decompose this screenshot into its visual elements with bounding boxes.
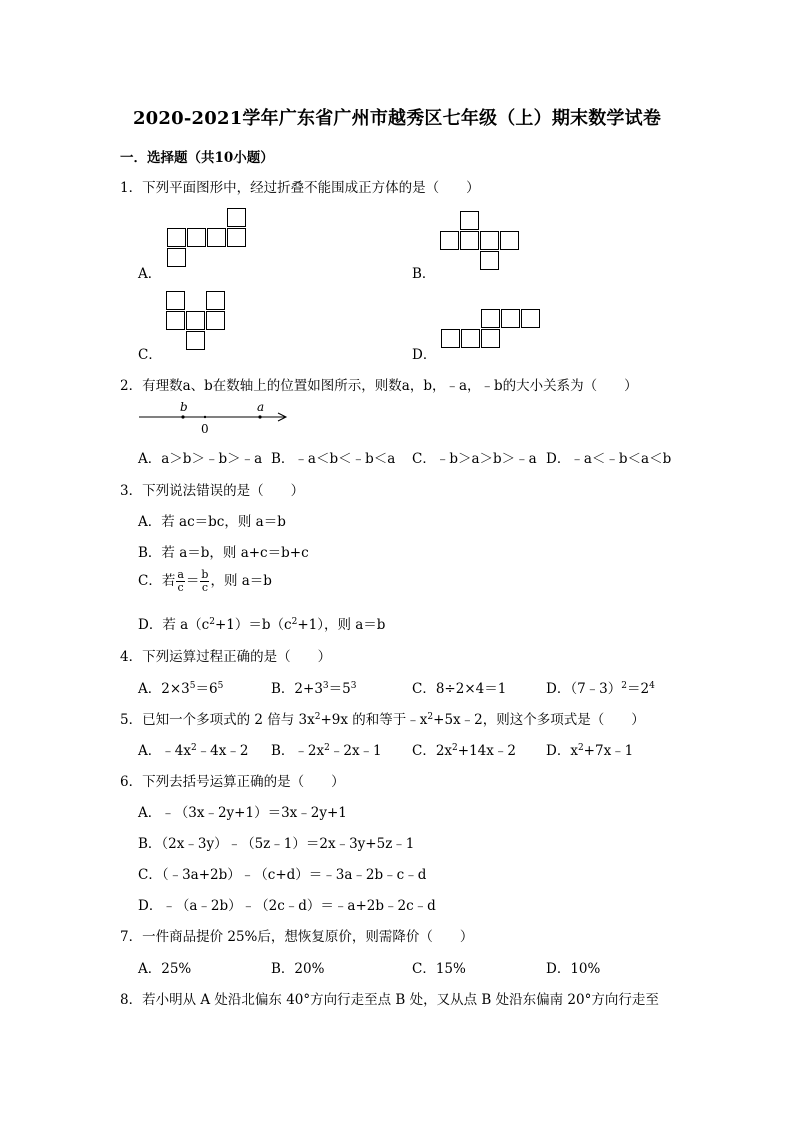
fraction-b-over-c — [200, 569, 209, 594]
text-part: B．﹣2x — [271, 743, 325, 759]
exponent: 3 — [350, 681, 357, 691]
axis-label-b: b — [180, 400, 188, 414]
q1-option-c-net — [166, 291, 226, 351]
text-part: ＝6 — [195, 681, 218, 697]
exponent: 2 — [621, 681, 627, 691]
text-part: ﹣2x﹣1 — [329, 743, 382, 759]
q1-option-d-label: D． — [412, 347, 437, 363]
point-b-marker — [181, 415, 184, 418]
text-part: +7x﹣1 — [583, 743, 634, 759]
net-square — [480, 231, 499, 250]
text-part: D．（7﹣3） — [546, 681, 622, 697]
fraction-numerator: b — [201, 568, 209, 581]
net-square — [500, 231, 519, 250]
text-part: A．2×3 — [138, 681, 190, 697]
exponent: 2 — [291, 617, 298, 627]
text-part: +1）＝b（c — [214, 617, 292, 633]
text-part: 5．已知一个多项式的 2 倍与 3x — [120, 712, 315, 728]
text-part: C．2x — [412, 743, 453, 759]
net-square — [187, 228, 206, 247]
net-square — [481, 309, 500, 328]
q6-option-c: C．（﹣3a+2b）﹣（c+d）＝﹣3a﹣2b﹣c﹣d — [138, 867, 427, 883]
q3-option-a: A．若 ac＝bc，则 a＝b — [138, 514, 286, 530]
origin-tick — [204, 416, 206, 418]
net-square — [206, 311, 225, 330]
q3-c-prefix: C．若 — [138, 573, 176, 589]
q3-option-b: B．若 a＝b，则 a+c＝b+c — [138, 545, 309, 561]
q3-option-c — [138, 569, 272, 594]
net-square — [227, 208, 246, 227]
q7-option-a: A．25% — [138, 961, 192, 977]
fraction-denominator: c — [201, 581, 209, 594]
q2-option-c: C．﹣b＞a＞b＞﹣a — [412, 451, 537, 467]
net-square — [501, 309, 520, 328]
q1-option-d-net — [441, 309, 541, 349]
exponent: 5 — [217, 681, 224, 691]
net-square — [440, 231, 459, 250]
net-square — [481, 329, 500, 348]
q4-option-d — [546, 677, 655, 697]
question-4-stem: 4．下列运算过程正确的是（ ） — [120, 649, 332, 665]
q1-option-a-label: A． — [138, 266, 162, 282]
q1-option-c-label: C． — [138, 347, 162, 363]
question-8-stem: 8．若小明从 A 处沿北偏东 40°方向行走至点 B 处，又从点 B 处沿东偏南 20°方向行走至 — [120, 992, 659, 1008]
q2-option-d: D．﹣a＜﹣b＜a＜b — [546, 451, 672, 467]
net-square — [521, 309, 540, 328]
net-square — [167, 228, 186, 247]
q1-option-b-label: B． — [412, 266, 436, 282]
page-title: 2020-2021学年广东省广州市越秀区七年级（上）期末数学试卷 — [132, 108, 662, 129]
q5-option-d — [546, 739, 633, 759]
q4-option-b — [271, 677, 356, 697]
text-part: B．2+3 — [271, 681, 323, 697]
question-6-stem: 6．下列去括号运算正确的是（ ） — [120, 774, 345, 790]
q7-option-c: C．15% — [412, 961, 466, 977]
net-square — [186, 331, 205, 350]
q7-option-b: B．20% — [271, 961, 325, 977]
q6-option-d: D．﹣（a﹣2b）﹣（2c﹣d）＝﹣a+2b﹣2c﹣d — [138, 898, 436, 914]
text-part: +14x﹣2 — [457, 743, 516, 759]
number-line-figure — [136, 396, 296, 438]
q7-option-d: D．10% — [546, 961, 601, 977]
net-square — [480, 251, 499, 270]
axis-label-a: a — [257, 400, 265, 414]
question-1-stem: 1．下列平面图形中，经过折叠不能围成正方体的是（ ） — [120, 180, 480, 196]
fraction-numerator: a — [177, 568, 184, 581]
text-part: A．﹣4x — [138, 743, 191, 759]
exponent: 2 — [427, 712, 434, 722]
net-square — [206, 291, 225, 310]
question-3-stem: 3．下列说法错误的是（ ） — [120, 483, 305, 499]
question-5-stem — [120, 708, 645, 728]
net-square — [207, 228, 226, 247]
text-part: +9x 的和等于﹣x — [320, 712, 428, 728]
exponent: 5 — [189, 681, 196, 691]
text-part: ﹣4x﹣2 — [196, 743, 249, 759]
net-square — [460, 231, 479, 250]
net-square — [460, 211, 479, 230]
net-square — [186, 311, 205, 330]
exponent: 2 — [209, 617, 215, 627]
text-part: D．若 a（c — [138, 617, 210, 633]
q2-option-b: B．﹣a＜b＜﹣b＜a — [271, 451, 396, 467]
exponent: 4 — [649, 681, 655, 691]
net-square — [166, 291, 185, 310]
q4-option-c: C．8÷2×4＝1 — [412, 681, 507, 697]
exponent: 2 — [190, 743, 197, 753]
net-square — [227, 228, 246, 247]
q4-option-a — [138, 677, 223, 697]
q5-option-b — [271, 739, 382, 759]
question-7-stem: 7．一件商品提价 25%后，想恢复原价，则需降价（ ） — [120, 929, 474, 945]
text-part: D．x — [546, 743, 578, 759]
exponent: 2 — [452, 743, 458, 753]
q3-c-equals: ＝ — [185, 573, 200, 589]
net-square — [441, 329, 460, 348]
q6-option-b: B．（2x﹣3y）﹣（5z﹣1）＝2x﹣3y+5z﹣1 — [138, 836, 415, 852]
q6-option-a: A．﹣（3x﹣2y+1）＝3x﹣2y+1 — [138, 805, 347, 821]
section-heading: 一．选择题（共10小题） — [120, 150, 274, 166]
fraction-a-over-c — [176, 569, 185, 594]
exponent: 2 — [324, 743, 330, 753]
exponent: 3 — [322, 681, 329, 691]
question-2-stem: 2．有理数a、b在数轴上的位置如图所示，则数a，b，﹣a，﹣b的大小关系为（ ） — [120, 378, 638, 394]
text-part: ＝5 — [328, 681, 351, 697]
text-part: +1），则 a＝b — [297, 617, 386, 633]
q3-c-suffix: ，则 a＝b — [210, 573, 272, 589]
q3-option-d — [138, 613, 385, 633]
net-square — [461, 329, 480, 348]
q2-option-a: A．a＞b＞﹣b＞﹣a — [138, 451, 263, 467]
axis-label-zero: 0 — [201, 422, 209, 436]
q1-option-a-net — [167, 208, 247, 268]
q5-option-a — [138, 739, 248, 759]
exponent: 2 — [314, 712, 321, 722]
text-part: +5x﹣2，则这个多项式是（ ） — [433, 712, 645, 728]
exponent: 2 — [577, 743, 584, 753]
text-part: ＝2 — [627, 681, 650, 697]
net-square — [166, 311, 185, 330]
net-square — [167, 248, 186, 267]
fraction-denominator: c — [177, 581, 184, 594]
point-a-marker — [258, 415, 261, 418]
q1-option-b-net — [440, 211, 520, 271]
q5-option-c — [412, 739, 516, 759]
